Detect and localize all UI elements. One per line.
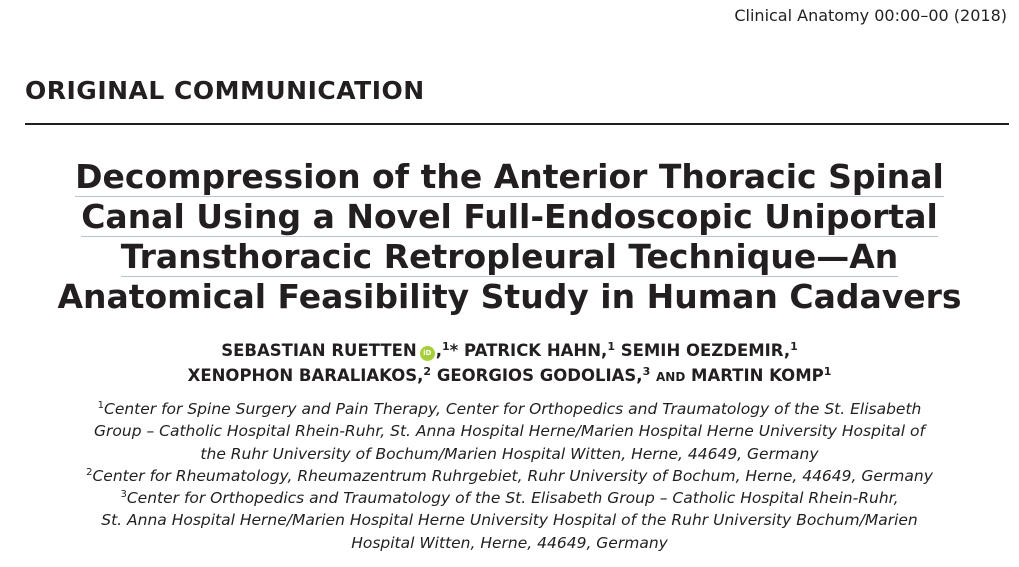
corresponding-author-marker: * (449, 341, 459, 360)
affiliation-ref: 1 (823, 365, 832, 378)
orcid-icon[interactable]: iD (420, 346, 435, 361)
affiliation-ref: 3 (642, 365, 651, 378)
title-line-4: Anatomical Feasibility Study in Human Cadavers (57, 277, 962, 316)
affiliation-ref: 1 (790, 340, 798, 353)
affiliation-line: $^2$Center for Rheumatology, Rheumazentrum Ruhrgebiet, Ruhr University of Bochum, Herne, 44649, Germany (86, 466, 933, 485)
affiliation-line: Hospital Witten, Herne, 44649, Germany (351, 533, 668, 552)
affiliation-line: the Ruhr University of Bochum/Marien Hospital Witten, Herne, 44649, Germany (200, 444, 819, 463)
author-line-1: SEBASTIAN RUETTEN iD ,$^1$* PATRICK HAHN,$^1$ SEMIH OEZDEMIR,$^1$ (221, 340, 798, 360)
affiliation-number: 3 (120, 489, 127, 501)
affiliation-line: $^1$Center for Spine Surgery and Pain Therapy, Center for Orthopedics and Traumatology of the St. Elisabeth (97, 400, 922, 418)
author-name: PATRICK HAHN (464, 341, 602, 360)
header-divider (25, 123, 1009, 125)
author-line-2: XENOPHON BARALIAKOS,$^2$ GEORGIOS GODOLIAS,$^3$ AND MARTIN KOMP$^1$ (187, 365, 832, 385)
author-name: MARTIN KOMP (691, 366, 824, 385)
affiliation-line: $^3$Center for Orthopedics and Traumatology of the St. Elisabeth Group – Catholic Hospital Rhein-Ruhr, (120, 489, 899, 508)
title-line-2: Canal Using a Novel Full-Endoscopic Uniportal (81, 197, 938, 236)
affiliations (10, 398, 1009, 554)
author-name: XENOPHON BARALIAKOS (187, 366, 418, 385)
author-name: GEORGIOS GODOLIAS (436, 366, 637, 385)
affiliation-line: Group – Catholic Hospital Rhein-Ruhr, St. Anna Hospital Herne/Marien Hospital Herne University Hospital of (94, 422, 925, 441)
affiliation-number: 1 (97, 400, 104, 411)
affiliation-ref: 1 (607, 340, 615, 353)
author-name: SEMIH OEZDEMIR (620, 341, 784, 360)
author-name: SEBASTIAN RUETTEN (221, 341, 417, 360)
journal-reference: Clinical Anatomy 00:00–00 (2018) (734, 6, 1007, 25)
author-conjunction: AND (655, 370, 686, 384)
author-list (0, 338, 1019, 390)
title-line-1: Decompression of the Anterior Thoracic Spinal (75, 157, 944, 196)
affiliation-ref: 2 (423, 365, 432, 378)
affiliation-line: St. Anna Hospital Herne/Marien Hospital Herne University Hospital of the Ruhr University Bochum/Marien (101, 511, 918, 530)
title-line-3: Transthoracic Retropleural Technique—An (120, 237, 899, 276)
article-title (0, 157, 1019, 317)
affiliation-ref: 1 (441, 340, 450, 353)
affiliation-number: 2 (86, 466, 93, 478)
article-type-label: ORIGINAL COMMUNICATION (25, 76, 425, 105)
